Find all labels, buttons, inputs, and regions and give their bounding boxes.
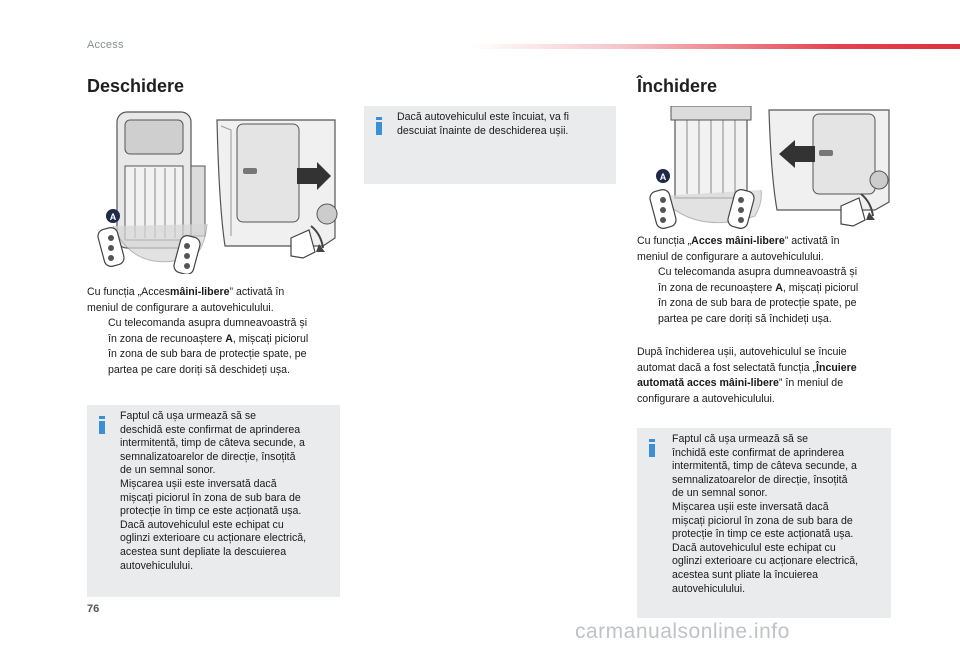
header-accent-bar	[470, 44, 960, 49]
svg-text:A: A	[659, 172, 667, 182]
info-icon	[99, 416, 105, 434]
closing-step: Cu telecomanda asupra dumneavoastră și în zona de recunoaștere A, mișcați piciorul în zona de sub bara de protecție spate, pe partea pe care doriți să închideți ușa.	[658, 266, 859, 325]
unlock-info-note: Dacă autovehiculul este încuiat, va fi descuiat înainte de deschiderea ușii.	[364, 106, 616, 184]
page-number: 76	[87, 603, 100, 615]
section-header: Access	[87, 39, 124, 51]
watermark: carmanualsonline.info	[575, 620, 790, 643]
closing-illustration	[645, 106, 895, 232]
opening-instructions: Cu funcția „Accesmâini-libere” activată în meniul de configurare a autovehiculului. Cu telecomanda asupra dumneavoastră și în zona de recunoaștere A, mișcați piciorul în zona de sub bara de protecție spate, pe partea pe care doriți să deschideți ușa.	[87, 285, 347, 378]
info-icon	[376, 117, 382, 135]
key-fob-icon	[648, 188, 677, 230]
closing-auto-lock-text: După închiderea ușii, autovehiculul se încuie automat dacă a fost selectată funcția „Încuiere automată acces mâini-libere” în meniul de configurare a autovehiculului.	[637, 346, 857, 405]
van-side-view-icon	[217, 120, 337, 246]
svg-text:A: A	[109, 212, 117, 222]
info-icon	[649, 439, 655, 457]
closing-instructions: Cu funcția „Acces mâini-libere” activată în meniul de configurare a autovehiculului. Cu telecomanda asupra dumneavoastră și în zona de recunoaștere A, mișcați piciorul în zona de sub bara de protecție spate, pe partea pe care doriți să închideți ușa.	[637, 234, 897, 327]
opening-illustration	[95, 106, 345, 274]
van-side-view-icon	[769, 110, 889, 210]
opening-title: Deschidere	[87, 76, 185, 96]
closing-title: Închidere	[637, 76, 718, 96]
closing-info-note: Faptul că ușa urmează să se închidă este confirmat de aprinderea intermitentă, timp de câteva secunde, a semnalizatoarelor de direcție, însoțită de un semnal sonor. Mișcarea ușii este inversată dacă mișcați piciorul în zona de sub bara de protecție în timp ce este acționată ușa. Dacă autovehiculul este echipat cu oglinzi exterioare cu acționare electrică, acestea sunt pliate la încuierea autovehiculului.	[637, 428, 891, 618]
opening-step: Cu telecomanda asupra dumneavoastră și în zona de recunoaștere A, mișcați piciorul în zona de sub bara de protecție spate, pe partea pe care doriți să deschideți ușa.	[108, 317, 309, 376]
opening-info-note: Faptul că ușa urmează să se deschidă este confirmat de aprinderea intermitentă, timp de câteva secunde, a semnalizatoarelor de direcție, însoțită de un semnal sonor. Mișcarea ușii este inversată dacă mișcați piciorul în zona de sub bara de protecție în timp ce este acționată ușa. Dacă autovehiculul este echipat cu oglinzi exterioare cu acționare electrică, acestea sunt depliate la descuierea autovehiculului.	[87, 405, 340, 597]
